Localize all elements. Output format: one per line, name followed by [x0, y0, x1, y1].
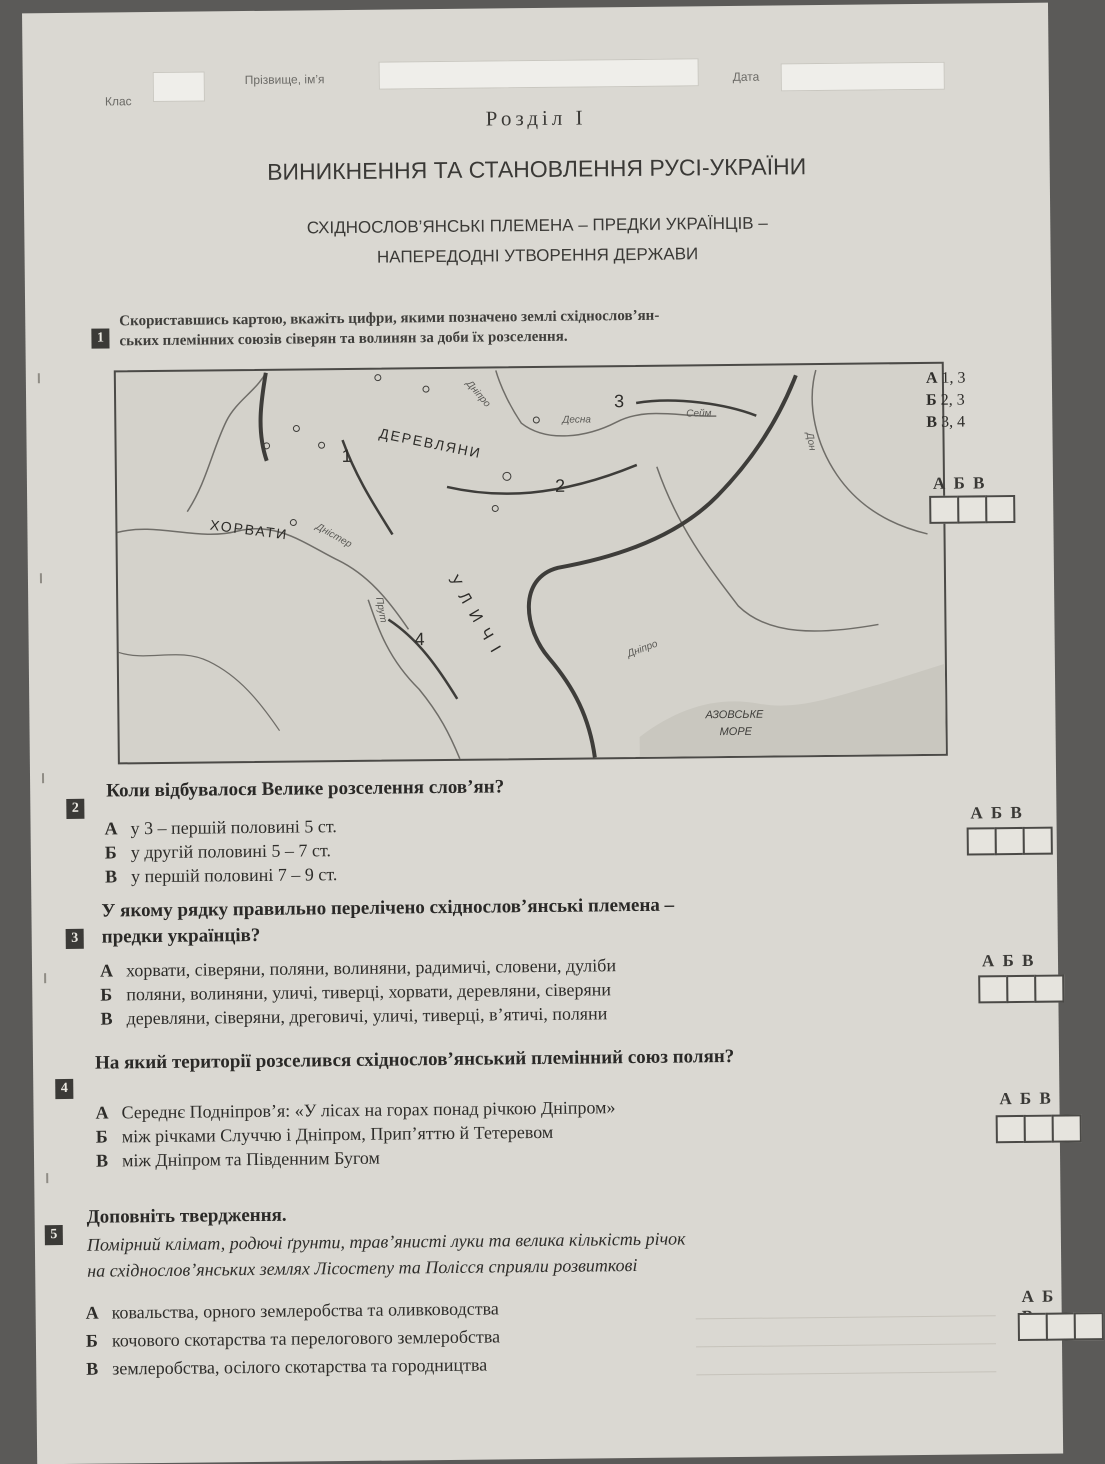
answer-cell-c[interactable]	[1074, 1312, 1104, 1340]
binding-mark	[42, 773, 44, 783]
east-slavic-tribes-map	[114, 362, 948, 765]
q4-answer-cells	[996, 1114, 1080, 1143]
q5-statement-line-2: на східнослов’янських землях Лісостепу та Полісся сприяли розвиткові	[87, 1254, 638, 1281]
binding-mark	[44, 973, 46, 983]
answer-cell-c[interactable]	[985, 495, 1015, 523]
tribe-label-khorvaty: ХОРВАТИ	[209, 516, 290, 543]
topic-title-line-1: СХІДНОСЛОВ’ЯНСЬКІ ПЛЕМЕНА – ПРЕДКИ УКРАЇНЦІВ –	[306, 213, 768, 238]
option-text: 1, 3	[941, 369, 966, 387]
date-field[interactable]	[781, 62, 945, 92]
question-1-line-2: ських племінних союзів сіверян та волинян за доби їх розселення.	[119, 328, 568, 350]
answer-cell-a[interactable]	[978, 975, 1008, 1003]
answer-cell-a[interactable]	[929, 496, 959, 524]
q3-option-c[interactable]: В деревляни, сіверяни, дреговичі, уличі, тиверці, в’ятичі, поляни	[100, 1003, 608, 1029]
q2-option-a[interactable]: А у 3 – першій половині 5 ст.	[104, 816, 337, 839]
answer-cell-a[interactable]	[1018, 1313, 1048, 1341]
name-field[interactable]	[379, 58, 699, 89]
q3-answer-cells	[978, 975, 1062, 1004]
option-letter: А	[925, 369, 938, 387]
tribe-label-ulychi: УЛИЧІ	[444, 572, 509, 665]
q1-option-c[interactable]	[926, 414, 965, 432]
river-label-dnipro-south: Дніпро	[625, 638, 660, 660]
binding-mark	[40, 573, 42, 583]
answer-cell-c[interactable]	[1023, 827, 1053, 855]
q2-answer-cells	[967, 827, 1051, 856]
date-label: Дата	[732, 69, 760, 84]
q1-option-a[interactable]	[926, 370, 966, 388]
answer-cell-c[interactable]	[1034, 975, 1064, 1003]
answer-cell-b[interactable]	[1024, 1115, 1054, 1143]
city-dot	[492, 505, 498, 511]
option-letter: Б	[926, 391, 937, 409]
q4-option-b[interactable]: Б між річками Случчю і Дніпром, Прип’яттю й Тетеревом	[95, 1121, 554, 1147]
q1-answer-header: А Б В	[932, 473, 987, 493]
river-thin	[657, 464, 879, 632]
question-3-line-2: предки українців?	[101, 924, 261, 948]
question-number-5: 5	[45, 1225, 63, 1245]
q5-option-a[interactable]: А ковальства, орного землеробства та оливководства	[85, 1298, 499, 1323]
ruled-line	[696, 1371, 996, 1375]
ruled-line	[696, 1343, 996, 1347]
question-number-1: 1	[91, 328, 109, 348]
question-number-2: 2	[66, 799, 84, 819]
river-label-dnister: Дністер	[313, 521, 354, 551]
topic-title-line-2: НАПЕРЕДОДНІ УТВОРЕННЯ ДЕРЖАВИ	[376, 244, 699, 267]
city-dot	[503, 472, 511, 480]
chapter-title: ВИНИКНЕННЯ ТА СТАНОВЛЕННЯ РУСІ-УКРАЇНИ	[267, 153, 807, 185]
city-dot	[293, 425, 299, 431]
answer-cell-b[interactable]	[995, 827, 1025, 855]
q3-answer-header: А Б В	[981, 950, 1036, 971]
answer-cell-b[interactable]	[1006, 975, 1036, 1003]
answer-cell-a[interactable]	[967, 827, 997, 855]
river-thin	[186, 373, 267, 512]
q4-answer-header: А Б В	[999, 1088, 1053, 1109]
territory-number-1: 1	[341, 445, 352, 467]
q5-answer-header: А Б	[1021, 1286, 1056, 1306]
q2-option-c[interactable]: В у першій половині 7 – 9 ст.	[104, 864, 338, 887]
river-label-desna: Десна	[562, 414, 591, 426]
q3-option-b[interactable]: Б поляни, волиняни, уличі, тиверці, хорвати, деревляни, сіверяни	[100, 979, 612, 1005]
q5-option-c[interactable]: В землеробства, осілого скотарства та городництва	[86, 1354, 488, 1379]
answer-cell-b[interactable]	[957, 495, 987, 523]
question-2-text: Коли відбувалося Велике розселення слов’ян?	[106, 776, 505, 802]
answer-cell-a[interactable]	[996, 1115, 1026, 1143]
city-dot	[423, 386, 429, 392]
ruled-line	[696, 1315, 996, 1319]
river-thin	[119, 651, 280, 733]
q4-option-c[interactable]: В між Дніпром та Південним Бугом	[95, 1147, 380, 1171]
tribe-label-derevliany: ДЕРЕВЛЯНИ	[377, 424, 484, 462]
binding-mark	[38, 373, 40, 383]
question-1-line-1: Скориставшись картою, вкажіть цифри, якими позначено землі східнослов’ян-	[119, 307, 660, 330]
answer-cell-b[interactable]	[1046, 1312, 1076, 1340]
city-dot	[375, 375, 381, 381]
q2-answer-header: А Б В	[970, 802, 1024, 823]
river-label-seim: Сейм	[686, 408, 712, 420]
sea-label-line-2: МОРЕ	[719, 725, 753, 739]
question-number-3: 3	[66, 929, 84, 949]
question-5-text: Доповніть твердження.	[86, 1204, 287, 1228]
river-thin	[812, 369, 928, 535]
city-dot	[533, 417, 539, 423]
option-letter: В	[926, 413, 938, 431]
river-thin	[117, 526, 408, 632]
territory-number-2: 2	[554, 475, 566, 496]
q2-option-b[interactable]: Б у другій половині 5 – 7 ст.	[104, 840, 332, 863]
river-label-dnipro-north: Дніпро	[463, 378, 493, 410]
azov-sea-area	[639, 664, 946, 757]
city-dot	[290, 520, 296, 526]
option-text: 3, 4	[940, 413, 966, 431]
question-number-4: 4	[55, 1079, 73, 1099]
q3-option-a[interactable]: А хорвати, сіверяни, поляни, волиняни, радимичі, словени, дуліби	[99, 955, 617, 981]
class-label: Клас	[104, 94, 132, 109]
q4-option-a[interactable]: А Середнє Подніпров’я: «У лісах на горах понад річкою Дніпром»	[95, 1097, 616, 1123]
dnipro-river-thick	[526, 375, 799, 758]
section-title: Розділ I	[485, 105, 587, 131]
q1-option-b[interactable]	[926, 392, 965, 410]
boundary-west	[260, 373, 267, 461]
q5-answer-cells	[1018, 1312, 1102, 1341]
name-label: Прізвище, ім’я	[244, 72, 325, 88]
boundary-2	[447, 465, 637, 494]
q5-option-b[interactable]: Б кочового скотарства та перелогового землеробства	[85, 1326, 501, 1351]
sea-label-line-1: АЗОВСЬКЕ	[705, 708, 764, 722]
q1-answer-cells	[929, 495, 1013, 524]
river-label-prut: Прут	[373, 596, 389, 624]
city-dot	[319, 442, 325, 448]
question-3-line-1: У якому рядку правильно перелічено східнослов’янські племена –	[101, 894, 675, 922]
answer-cell-c[interactable]	[1052, 1114, 1082, 1142]
workbook-page	[22, 3, 1063, 1464]
territory-number-3: 3	[614, 391, 625, 412]
river-label-don: Дон	[803, 431, 818, 452]
question-4-text: На який території розселився східнослов’янський племінний союз полян?	[94, 1045, 735, 1074]
binding-mark	[46, 1173, 48, 1183]
river-thin	[496, 368, 717, 436]
q5-statement-line-1: Помірний клімат, родючі ґрунти, трав’янисті луки та велика кількість річок	[86, 1228, 686, 1255]
territory-number-4: 4	[414, 629, 425, 650]
option-text: 2, 3	[940, 391, 965, 409]
class-field[interactable]	[153, 71, 205, 102]
